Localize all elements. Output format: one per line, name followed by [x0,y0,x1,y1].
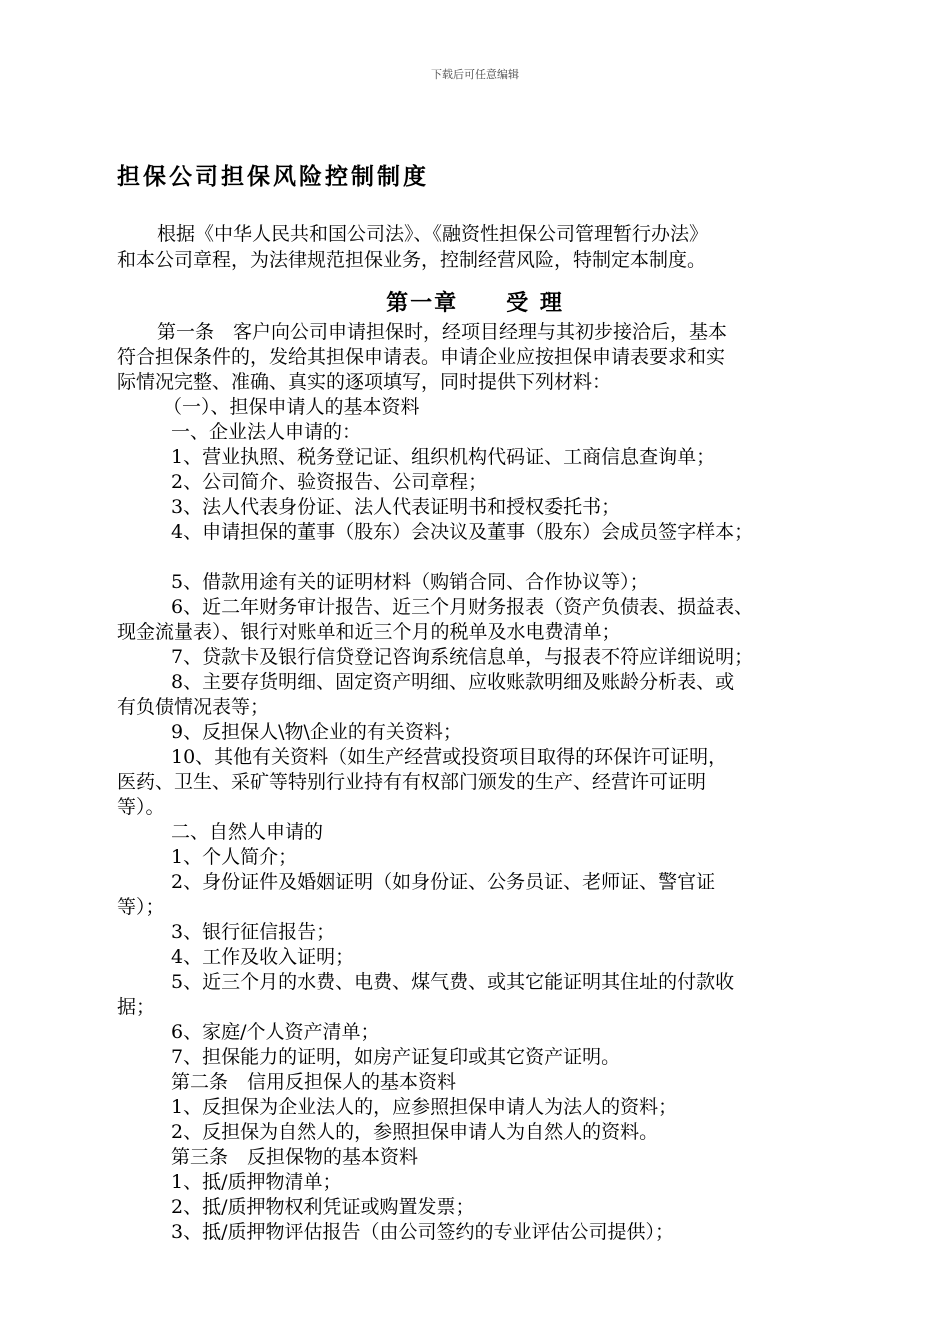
list-item: 5、借款用途有关的证明材料（购销合同、合作协议等）； [171,571,649,593]
list-item: 7、担保能力的证明，如房产证复印或其它资产证明。 [171,1046,621,1068]
preamble-line-1: 根据《中华人民共和国公司法》、《融资性担保公司管理暂行办法》 [157,223,709,245]
list-item: 9、反担保人\物\企业的有关资料； [171,721,462,743]
list-item: 4、工作及收入证明； [171,946,355,968]
preamble-line-2: 和本公司章程，为法律规范担保业务，控制经营风险，特制定本制度。 [117,249,707,271]
list-item: 10、其他有关资料（如生产经营或投资项目取得的环保许可证明， [171,746,728,768]
list-item: 1、反担保为企业法人的，应参照担保申请人为法人的资料； [171,1096,678,1118]
list-item: 7、贷款卡及银行信贷登记咨询系统信息单，与报表不符应详细说明； [171,646,754,668]
list-item: 3、抵/质押物评估报告（由公司签约的专业评估公司提供）； [171,1221,674,1243]
list-item: 2、抵/质押物权利凭证或购置发票； [171,1196,475,1218]
header-note: 下载后可任意编辑 [431,68,519,81]
document-title: 担保公司担保风险控制制度 [117,164,429,190]
section-heading: （一）、担保申请人的基本资料 [163,396,420,418]
subsection-heading: 二、自然人申请的 [171,821,324,843]
list-item: 6、近二年财务审计报告、近三个月财务报表（资产负债表、损益表、 [171,596,754,618]
list-item: 1、营业执照、税务登记证、组织机构代码证、工商信息查询单； [171,446,716,468]
article-heading: 第三条 反担保物的基本资料 [171,1146,419,1168]
list-item: 6、家庭/个人资产清单； [171,1021,380,1043]
list-item-continued: 据； [117,996,156,1018]
list-item: 2、身份证件及婚姻证明（如身份证、公务员证、老师证、警官证 [171,871,716,893]
list-item: 5、近三个月的水费、电费、煤气费、或其它能证明其住址的付款收 [171,971,735,993]
article-1-line-1: 第一条 客户向公司申请担保时，经项目经理与其初步接洽后，基本 [157,321,728,343]
article-1-line-3: 际情况完整、准确、真实的逐项填写，同时提供下列材料： [117,371,612,393]
list-item: 3、法人代表身份证、法人代表证明书和授权委托书； [171,496,621,518]
list-item-continued: 现金流量表）、银行对账单和近三个月的税单及水电费清单； [117,621,621,643]
article-heading: 第二条 信用反担保人的基本资料 [171,1071,457,1093]
list-item: 3、银行征信报告； [171,921,336,943]
list-item-continued: 有负债情况表等； [117,696,270,718]
list-item: 2、公司简介、验资报告、公司章程； [171,471,488,493]
article-1-line-2: 符合担保条件的，发给其担保申请表。申请企业应按担保申请表要求和实 [117,346,726,368]
chapter-title: 第一章 受 理 [386,290,564,316]
list-item: 1、抵/质押物清单； [171,1171,342,1193]
list-item: 8、主要存货明细、固定资产明细、应收账款明细及账龄分析表、或 [171,671,735,693]
list-item: 4、申请担保的董事（股东）会决议及董事（股东）会成员签字样本； [171,521,754,543]
list-item-continued: 医药、卫生、采矿等特别行业持有有权部门颁发的生产、经营许可证明 [117,771,707,793]
list-item-continued: 等）； [117,896,165,918]
list-item: 2、反担保为自然人的，参照担保申请人为自然人的资料。 [171,1121,659,1143]
list-item-continued: 等）。 [117,796,165,818]
list-item: 1、个人简介； [171,846,298,868]
subsection-heading: 一、企业法人申请的： [171,421,362,443]
